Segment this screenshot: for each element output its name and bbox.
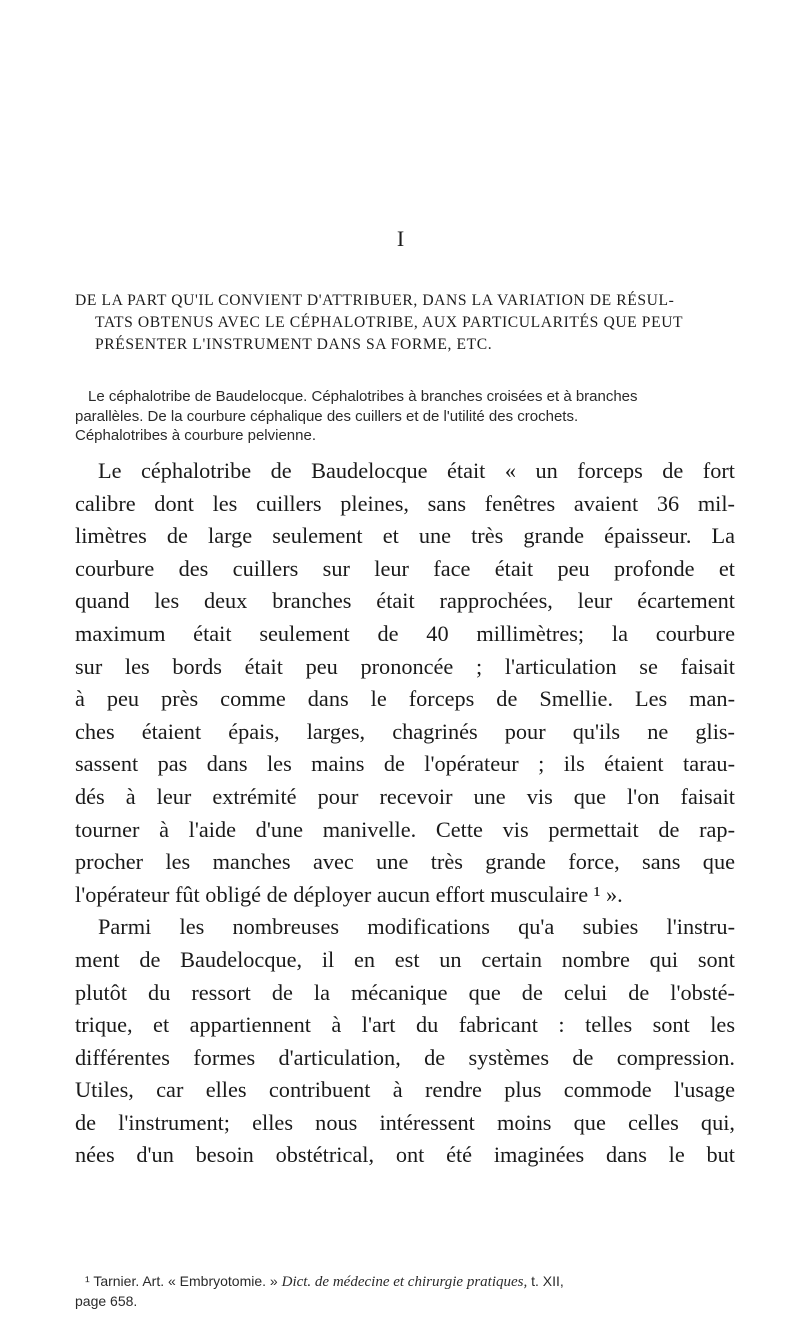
body-line: ches étaient épais, larges, chagrinés pour qu'ils ne glis- xyxy=(75,718,735,744)
body-line: différentes formes d'articulation, de systèmes de compression. xyxy=(75,1044,735,1070)
body-text xyxy=(75,455,735,1172)
body-line: ment de Baudelocque, il en est un certain nombre qui sont xyxy=(75,946,735,972)
footnote-line xyxy=(75,1272,735,1292)
body-line: sassent pas dans les mains de l'opérateur ; ils étaient tarau- xyxy=(75,751,735,777)
chapter-title-line: PRÉSENTER L'INSTRUMENT DANS SA FORME, ETC. xyxy=(95,336,493,353)
body-line: dés à leur extrémité pour recevoir une vis que l'on faisait xyxy=(75,783,735,809)
body-line: tourner à l'aide d'une manivelle. Cette vis permettait de rap- xyxy=(75,816,735,842)
summary-line: parallèles. De la courbure céphalique des cuillers et de l'utilité des crochets. xyxy=(75,407,579,425)
body-line: limètres de large seulement et une très grande épaisseur. La xyxy=(75,523,735,549)
body-line: procher les manches avec une très grande force, sans que xyxy=(75,849,735,875)
body-line: maximum était seulement de 40 millimètres; la courbure xyxy=(75,620,735,646)
body-line: quand les deux branches était rapprochées, leur écartement xyxy=(75,588,735,614)
body-line: Le céphalotribe de Baudelocque était « un forceps de fort xyxy=(98,458,735,483)
footnote-prefix: Tarnier. Art. « Embryotomie. » xyxy=(93,1273,278,1289)
body-line: Parmi les nombreuses modifications qu'a subies l'instru- xyxy=(98,914,735,940)
summary-line: Le céphalotribe de Baudelocque. Céphalotribes à branches croisées et à branches xyxy=(88,388,638,405)
body-line: Utiles, car elles contribuent à rendre plus commode l'usage xyxy=(75,1077,735,1103)
body-line: plutôt du ressort de la mécanique que de celui de l'obsté- xyxy=(75,979,735,1005)
footnote-marker: ¹ xyxy=(85,1273,90,1289)
chapter-title-line: DE LA PART QU'IL CONVIENT D'ATTRIBUER, DANS LA VARIATION DE RÉSUL- xyxy=(75,292,675,309)
footnote-source: Dict. de médecine et chirurgie pratiques, xyxy=(281,1274,528,1290)
body-line: sur les bords était peu prononcée ; l'articulation se faisait xyxy=(75,653,735,679)
body-line: calibre dont les cuillers pleines, sans fenêtres avaient 36 mil- xyxy=(75,490,735,516)
footnote-suffix: t. XII, xyxy=(531,1273,564,1289)
summary-line: Céphalotribes à courbure pelvienne. xyxy=(75,427,316,444)
body-line: nées d'un besoin obstétrical, ont été imaginées dans le but xyxy=(75,1142,735,1168)
footnote-line: page 658. xyxy=(75,1293,138,1309)
body-line: l'opérateur fût obligé de déployer aucun effort musculaire ¹ ». xyxy=(75,881,623,907)
body-line: trique, et appartiennent à l'art du fabricant : telles sont les xyxy=(75,1012,735,1038)
body-line: de l'instrument; elles nous intéressent moins que celles qui, xyxy=(75,1109,735,1135)
body-line: à peu près comme dans le forceps de Smellie. Les man- xyxy=(75,686,735,712)
body-line: courbure des cuillers sur leur face était peu profonde et xyxy=(75,555,735,581)
footnote xyxy=(75,1272,735,1311)
chapter-title xyxy=(75,290,735,356)
chapter-number: I xyxy=(396,226,405,251)
chapter-summary xyxy=(75,387,735,446)
chapter-title-line: TATS OBTENUS AVEC LE CÉPHALOTRIBE, AUX PARTICULARITÉS QUE PEUT xyxy=(95,314,684,331)
